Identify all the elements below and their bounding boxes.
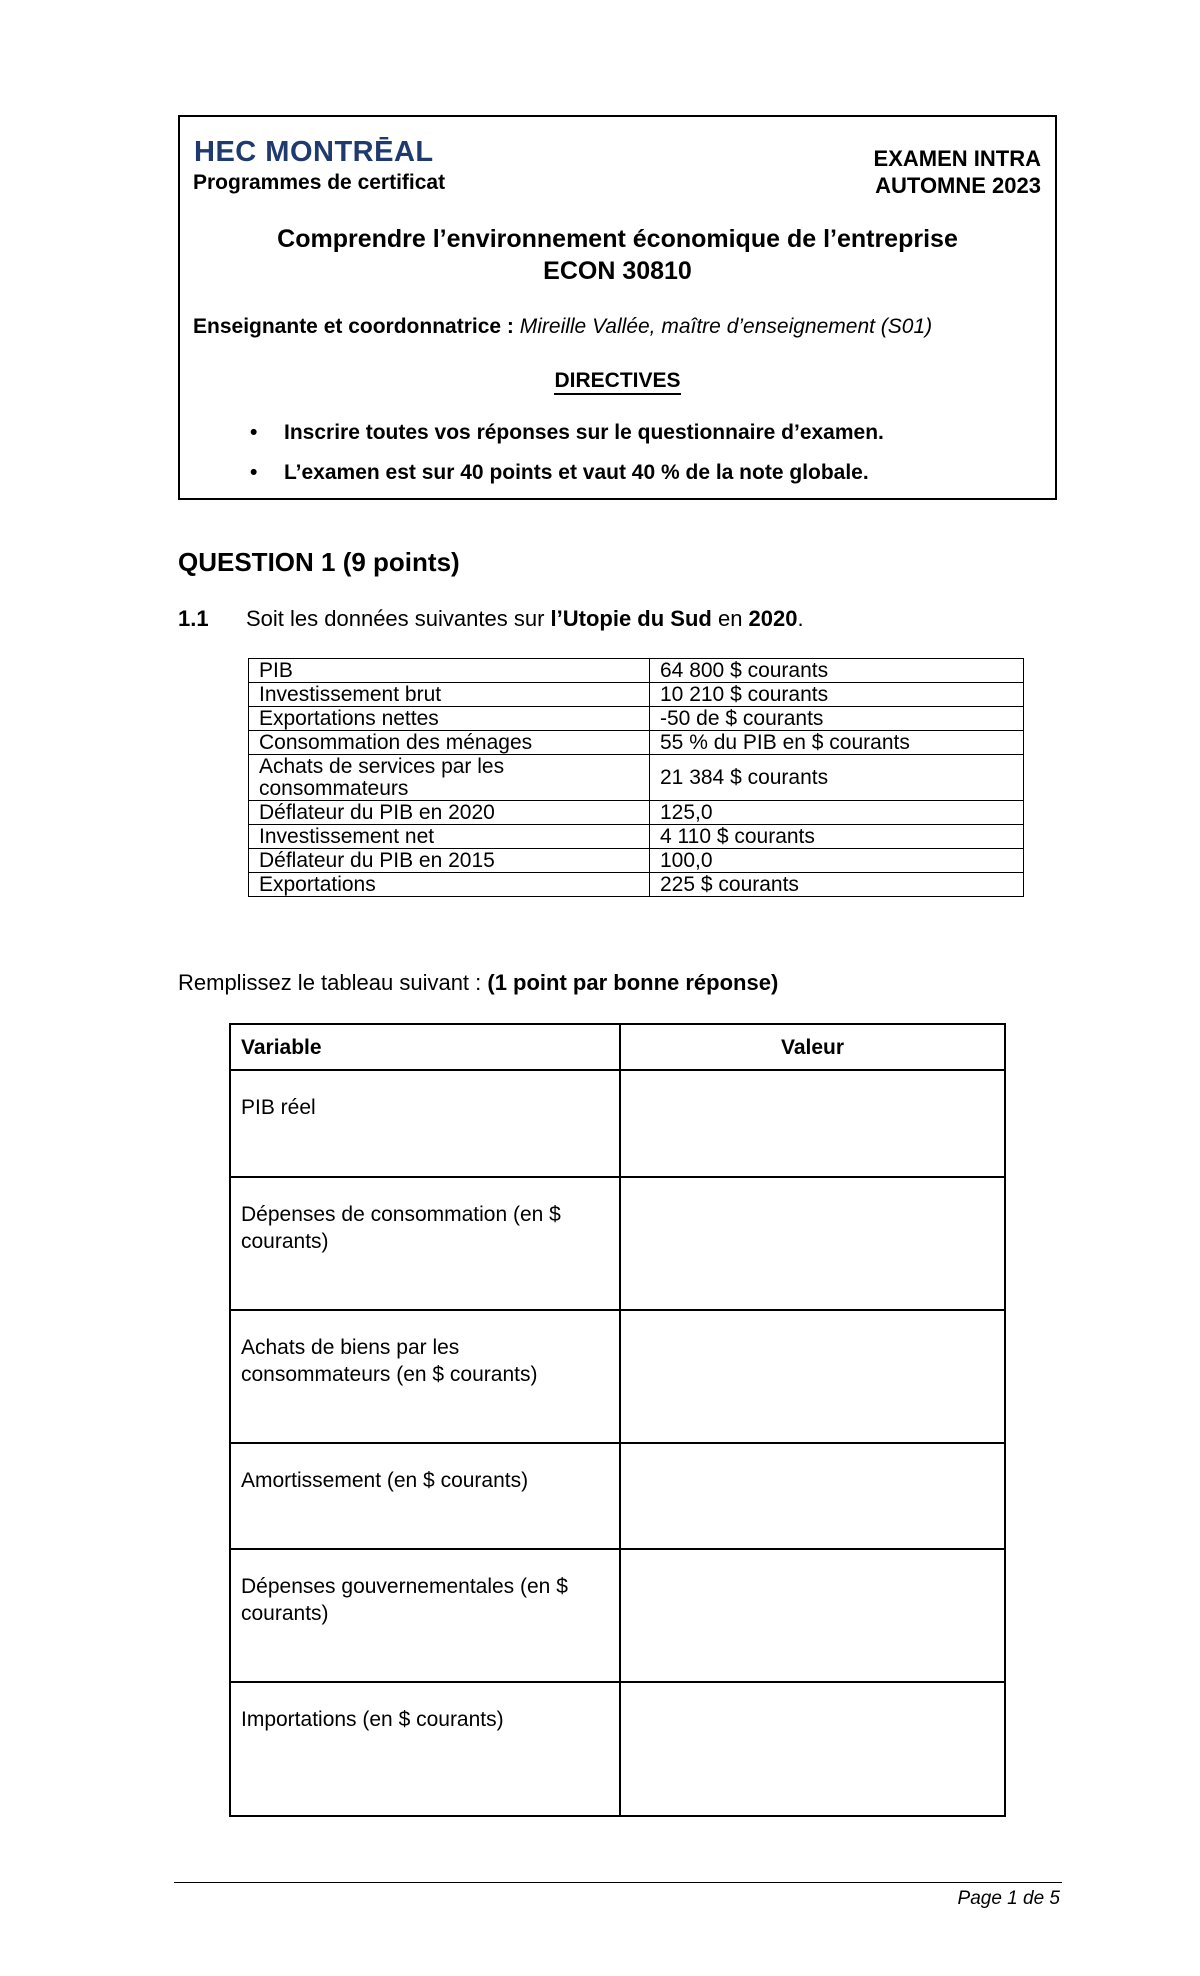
data-label: PIB bbox=[249, 659, 650, 683]
bullet-icon: • bbox=[250, 461, 258, 484]
answer-variable: Importations (en $ courants) bbox=[230, 1682, 620, 1816]
answer-row bbox=[230, 1549, 1005, 1682]
data-label: Déflateur du PIB en 2015 bbox=[249, 849, 650, 873]
exam-type: EXAMEN INTRA bbox=[873, 146, 1041, 171]
directives-list bbox=[250, 421, 884, 501]
data-value: 100,0 bbox=[650, 849, 1024, 873]
table-row bbox=[249, 873, 1024, 897]
table-row bbox=[249, 755, 1024, 801]
intro-after: . bbox=[797, 606, 804, 631]
logo-text: HEC MONTRĒAL bbox=[194, 136, 434, 167]
answer-row bbox=[230, 1682, 1005, 1816]
course-title: Comprendre l’environnement économique de l’entreprise bbox=[277, 225, 958, 253]
data-value: 225 $ courants bbox=[650, 873, 1024, 897]
data-label: Consommation des ménages bbox=[249, 731, 650, 755]
exam-type-block bbox=[874, 145, 1041, 199]
question-intro bbox=[246, 606, 804, 632]
question-number: 1.1 bbox=[178, 606, 209, 631]
data-label: Investissement net bbox=[249, 825, 650, 849]
directive-text: L’examen est sur 40 points et vaut 40 % de la note globale. bbox=[284, 461, 869, 484]
table-row bbox=[249, 825, 1024, 849]
answer-variable: Achats de biens par les consommateurs (en $ courants) bbox=[230, 1310, 620, 1443]
year: 2020 bbox=[748, 606, 798, 631]
directive-text: Inscrire toutes vos réponses sur le questionnaire d’examen. bbox=[284, 421, 884, 444]
answer-variable: Dépenses gouvernementales (en $ courants) bbox=[230, 1549, 620, 1682]
data-value: -50 de $ courants bbox=[650, 707, 1024, 731]
answer-table bbox=[229, 1023, 1006, 1817]
data-label: Achats de services par les consommateurs bbox=[249, 755, 650, 801]
answer-value-cell[interactable] bbox=[620, 1177, 1005, 1310]
answer-value-cell[interactable] bbox=[620, 1682, 1005, 1816]
table-row bbox=[249, 849, 1024, 873]
teacher-label: Enseignante et coordonnatrice : bbox=[193, 315, 514, 338]
table-row bbox=[249, 801, 1024, 825]
data-value: 10 210 $ courants bbox=[650, 683, 1024, 707]
answer-row bbox=[230, 1443, 1005, 1549]
answer-row bbox=[230, 1310, 1005, 1443]
answer-value-cell[interactable] bbox=[620, 1443, 1005, 1549]
country-name: l’Utopie du Sud bbox=[550, 606, 712, 631]
table-row bbox=[249, 731, 1024, 755]
data-label: Exportations nettes bbox=[249, 707, 650, 731]
directives-title: DIRECTIVES bbox=[554, 369, 680, 395]
course-title-block bbox=[180, 223, 1055, 287]
table-row bbox=[249, 707, 1024, 731]
page-number: Page 1 de 5 bbox=[957, 1888, 1060, 1909]
directives-heading bbox=[180, 369, 1055, 393]
question-title: QUESTION 1 (9 points) bbox=[178, 547, 460, 577]
data-label: Déflateur du PIB en 2020 bbox=[249, 801, 650, 825]
data-value: 21 384 $ courants bbox=[650, 755, 1024, 801]
intro-middle: en bbox=[711, 606, 749, 631]
data-label: Exportations bbox=[249, 873, 650, 897]
directive-item bbox=[250, 421, 884, 461]
column-header-variable: Variable bbox=[230, 1024, 620, 1070]
answer-header-row bbox=[230, 1024, 1005, 1070]
answer-row bbox=[230, 1070, 1005, 1177]
data-value: 4 110 $ courants bbox=[650, 825, 1024, 849]
intro-before: Soit les données suivantes sur bbox=[246, 606, 551, 631]
exam-header-box bbox=[178, 115, 1057, 500]
data-label: Investissement brut bbox=[249, 683, 650, 707]
answer-variable: Amortissement (en $ courants) bbox=[230, 1443, 620, 1549]
given-data-table bbox=[248, 658, 1024, 897]
answer-row bbox=[230, 1177, 1005, 1310]
data-value: 55 % du PIB en $ courants bbox=[650, 731, 1024, 755]
hec-montreal-logo bbox=[194, 135, 434, 167]
answer-variable: PIB réel bbox=[230, 1070, 620, 1177]
answer-value-cell[interactable] bbox=[620, 1310, 1005, 1443]
bullet-icon: • bbox=[250, 421, 258, 444]
table-row bbox=[249, 659, 1024, 683]
data-value: 125,0 bbox=[650, 801, 1024, 825]
data-value: 64 800 $ courants bbox=[650, 659, 1024, 683]
answer-value-cell[interactable] bbox=[620, 1070, 1005, 1177]
column-header-value: Valeur bbox=[620, 1024, 1005, 1070]
directive-item bbox=[250, 461, 884, 501]
answer-value-cell[interactable] bbox=[620, 1549, 1005, 1682]
answer-variable: Dépenses de consommation (en $ courants) bbox=[230, 1177, 620, 1310]
instruction-points: (1 point par bonne réponse) bbox=[487, 970, 779, 995]
instruction bbox=[178, 970, 778, 996]
table-row bbox=[249, 683, 1024, 707]
course-code: ECON 30810 bbox=[543, 257, 692, 285]
exam-session: AUTOMNE 2023 bbox=[875, 173, 1041, 198]
teacher-name: Mireille Vallée, maître d’enseignement (S01) bbox=[519, 315, 933, 338]
instruction-text: Remplissez le tableau suivant : bbox=[178, 970, 488, 995]
teacher-line bbox=[193, 315, 932, 339]
program-name: Programmes de certificat bbox=[193, 171, 446, 194]
footer-divider bbox=[174, 1882, 1062, 1883]
